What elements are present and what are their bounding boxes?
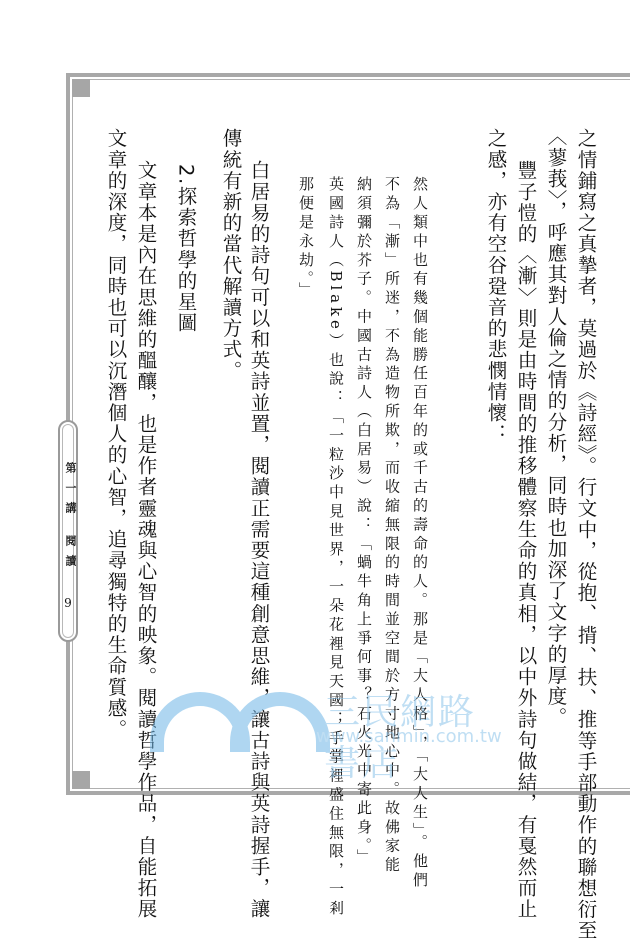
chapter-side-tab — [58, 420, 78, 642]
quote-column: 那便是永劫。」 — [297, 176, 315, 301]
section-heading: 2.探索哲學的星圖 — [174, 164, 198, 334]
chapter-label: 第一講 閱讀 — [64, 462, 77, 575]
corner-square-bottom — [72, 771, 90, 789]
watermark-brand: 三民網路書店 — [324, 692, 477, 784]
paragraph-column: 之情鋪寫之真摯者，莫過於《詩經》。行文中，從抱、揹、扶、推等手部動作的聯想衍至 — [574, 128, 598, 941]
paragraph-column: 傳統有新的當代解讀方式。 — [219, 128, 243, 382]
corner-square-top — [72, 79, 90, 97]
watermark-url: www.sanmin.com.tw — [316, 726, 502, 747]
quote-column: 然人類中也有幾個能勝任百年的或千古的壽命的人。那是「大人格」，「大人生」。他們 — [411, 176, 429, 891]
page-number: 9 — [64, 596, 72, 610]
quote-column: 不為「漸」所迷，不為造物所欺，而收縮無限的時間並空間於方寸地心中。故佛家能 — [383, 176, 401, 876]
paragraph-column: 文章本是內在思維的醞釀，也是作者靈魂與心智的映象。閱讀哲學作品，自能拓展 — [134, 160, 158, 920]
paragraph-column: 〈蓼莪〉，呼應其對人倫之情的分析，同時也加深了文字的厚度。 — [544, 126, 568, 729]
paragraph-column: 文章的深度，同時也可以沉潛個人的心智，追尋獨特的生命質感。 — [104, 128, 128, 740]
quote-column: 納須彌於芥子。中國古詩人（白居易）說：「蝸牛角上爭何事？石火光中寄此身。」 — [355, 176, 373, 868]
paragraph-column: 白居易的詩句可以和英詩並置，閱讀正需要這種創意思維，讓古詩與英詩握手，讓 — [247, 160, 271, 920]
quote-column: 英國詩人（Blake）也說：「一粒沙中見世界，一朵花裡見天國；手掌裡盛住無限，一剎 — [327, 176, 345, 919]
paragraph-column: 之感，亦有空谷跫音的悲憫情懷： — [484, 128, 508, 445]
paragraph-column: 豐子愷的〈漸〉則是由時間的推移體察生命的真相，以中外詩句做結，有戛然而止 — [514, 160, 538, 920]
